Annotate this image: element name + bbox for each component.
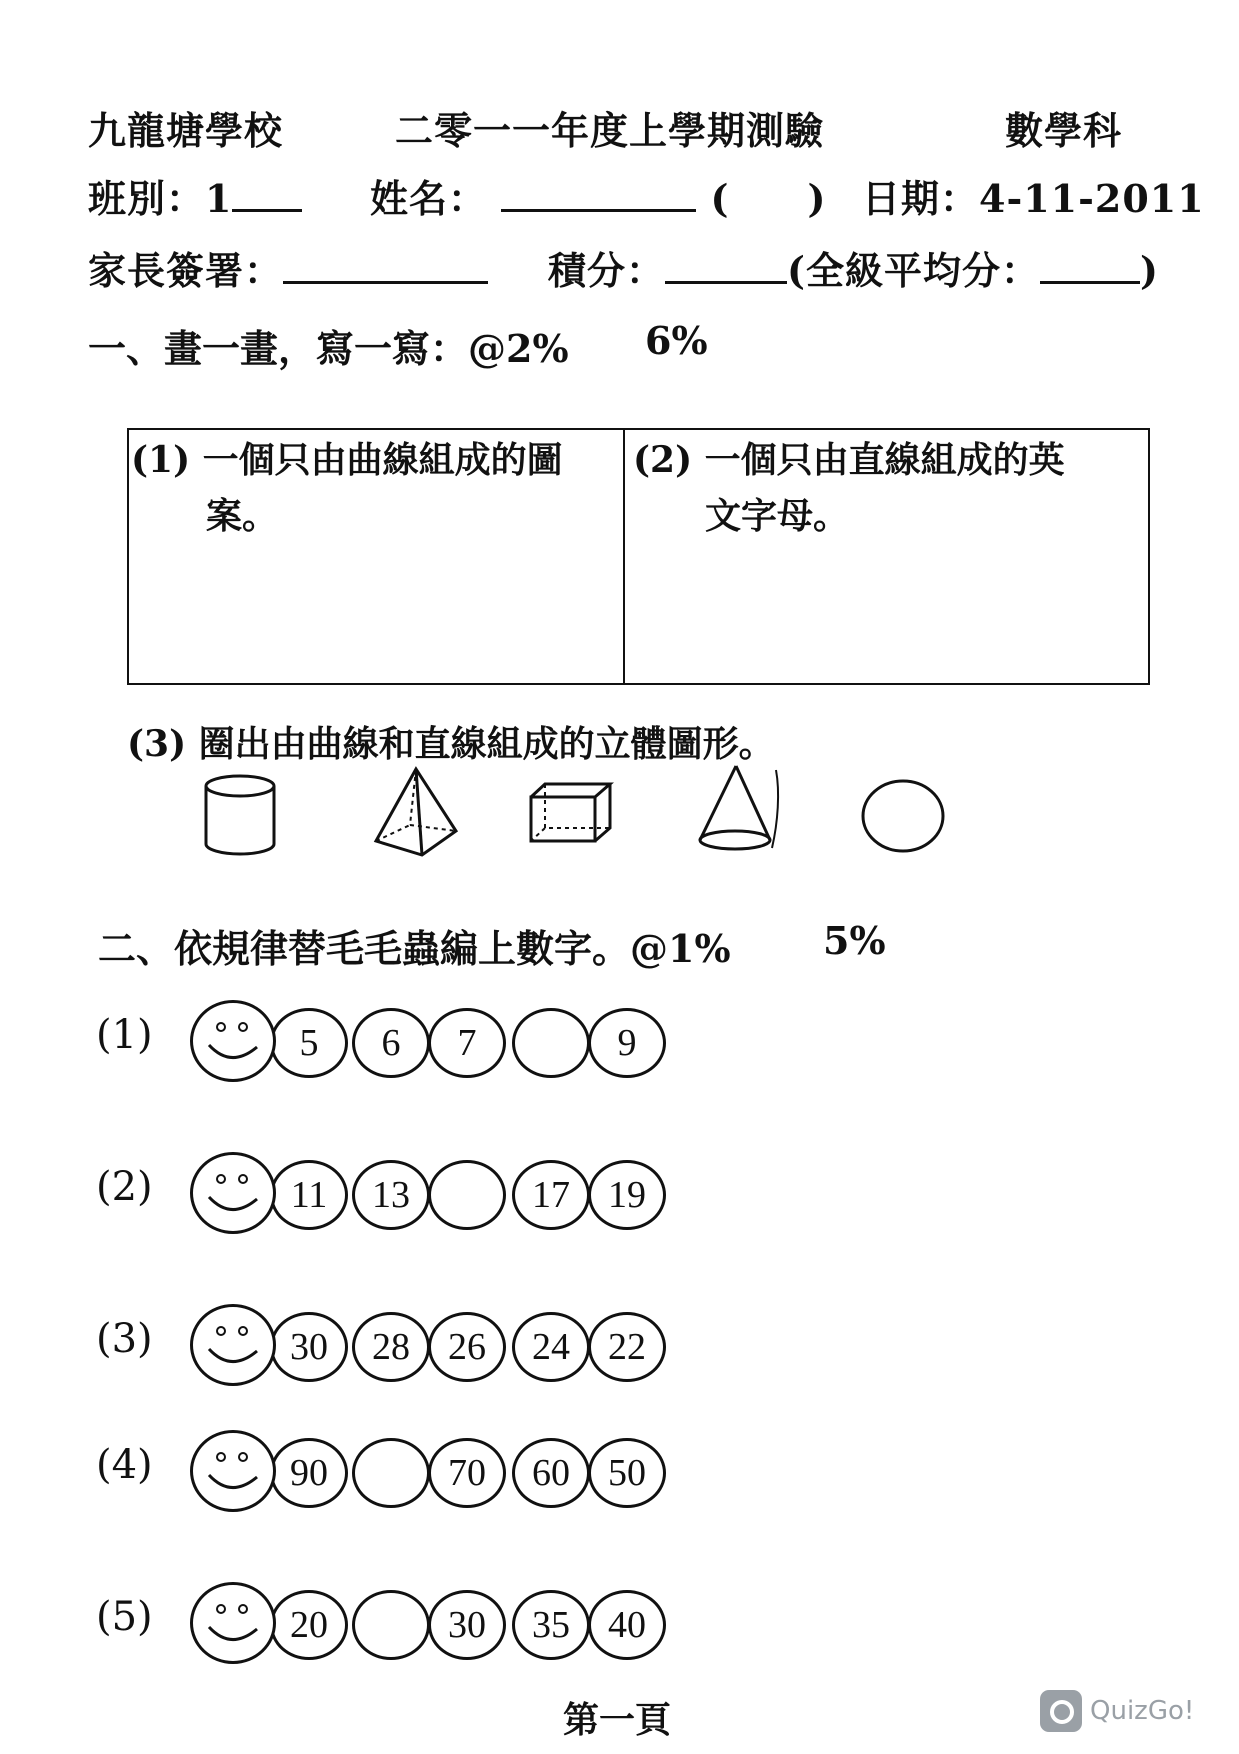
smiley-face-icon [190, 1430, 276, 1512]
caterpillar [190, 1008, 670, 1082]
date-value: 4-11-2011 [979, 176, 1205, 221]
parent-signature-field [88, 240, 488, 295]
parent-signature-blank[interactable] [283, 251, 488, 284]
page-number: 第一頁 [563, 1699, 672, 1741]
pyramid-icon[interactable] [372, 765, 460, 861]
date-label: 日期： [862, 176, 980, 221]
score-label: 積分： [548, 248, 666, 293]
q3-prompt: (3) 圈出由曲線和直線組成的立體圖形。 [127, 723, 775, 765]
score-field [548, 240, 1159, 295]
caterpillar-bead: 50 [588, 1438, 666, 1508]
drawing-box [127, 428, 1150, 685]
sphere-icon[interactable] [858, 776, 948, 856]
caterpillar [190, 1590, 670, 1664]
caterpillar-label: (5) [96, 1594, 153, 1640]
caterpillar-blank-bead[interactable] [352, 1590, 430, 1660]
caterpillar-bead: 17 [512, 1160, 590, 1230]
caterpillar-bead: 70 [428, 1438, 506, 1508]
name-blank[interactable] [501, 179, 696, 212]
school-name: 九龍塘學校 [88, 108, 284, 153]
caterpillar-bead: 11 [270, 1160, 348, 1230]
average-label: (全級平均分： [787, 248, 1040, 293]
section2-marks: 5% [823, 918, 886, 963]
caterpillar-bead: 28 [352, 1312, 430, 1382]
caterpillar-label: (1) [96, 1012, 153, 1058]
section2-title: 二、依規律替毛毛蟲編上數字。@1% [98, 926, 731, 971]
caterpillar-bead: 35 [512, 1590, 590, 1660]
caterpillar-blank-bead[interactable] [428, 1160, 506, 1230]
name-field [370, 168, 826, 223]
caterpillar [190, 1438, 670, 1512]
caterpillar-bead: 7 [428, 1008, 506, 1078]
caterpillar-bead: 19 [588, 1160, 666, 1230]
quizgo-logo-icon [1040, 1690, 1082, 1732]
average-close: ) [1140, 248, 1159, 293]
q2-prompt-cont: 文字母。 [705, 495, 850, 537]
caterpillar-bead: 24 [512, 1312, 590, 1382]
smiley-face-icon [190, 1152, 276, 1234]
date-field [862, 168, 1205, 223]
cylinder-icon[interactable] [200, 772, 280, 858]
class-field [88, 168, 302, 223]
caterpillar-label: (3) [96, 1316, 153, 1362]
q2-drawing-area[interactable] [631, 548, 1143, 680]
cuboid-icon[interactable] [528, 780, 614, 846]
caterpillar-bead: 9 [588, 1008, 666, 1078]
class-value: 1 [205, 176, 233, 221]
caterpillar-bead: 30 [270, 1312, 348, 1382]
section1-marks: 6% [645, 318, 708, 363]
caterpillar-bead: 90 [270, 1438, 348, 1508]
caterpillar-blank-bead[interactable] [512, 1008, 590, 1078]
average-blank[interactable] [1040, 251, 1140, 284]
q1-prompt: (1) 一個只由曲線組成的圖 [131, 439, 563, 481]
caterpillar-bead: 6 [352, 1008, 430, 1078]
caterpillar-bead: 20 [270, 1590, 348, 1660]
section1-title: 一、畫一畫，寫一寫：@2% [88, 326, 569, 371]
caterpillar-bead: 13 [352, 1160, 430, 1230]
quizgo-logo-text: QuizGo! [1090, 1696, 1195, 1726]
q1-prompt-cont: 案。 [206, 495, 279, 537]
score-blank[interactable] [665, 251, 787, 284]
caterpillar-bead: 5 [270, 1008, 348, 1078]
caterpillar-bead: 26 [428, 1312, 506, 1382]
class-number-paren: ( ) [710, 176, 827, 221]
subject-name: 數學科 [1005, 108, 1123, 153]
caterpillar-label: (2) [96, 1164, 153, 1210]
caterpillar-bead: 40 [588, 1590, 666, 1660]
caterpillar [190, 1160, 670, 1234]
smiley-face-icon [190, 1582, 276, 1664]
drawing-box-divider [623, 430, 625, 683]
smiley-face-icon [190, 1304, 276, 1386]
q1-drawing-area[interactable] [133, 548, 617, 680]
class-label: 班別： [88, 176, 206, 221]
cone-icon[interactable] [694, 762, 782, 860]
caterpillar-label: (4) [96, 1442, 153, 1488]
parent-signature-label: 家長簽署： [88, 248, 284, 293]
name-label: 姓名： [370, 176, 488, 221]
smiley-face-icon [190, 1000, 276, 1082]
caterpillar-bead: 30 [428, 1590, 506, 1660]
quizgo-watermark [1040, 1690, 1194, 1732]
caterpillar-blank-bead[interactable] [352, 1438, 430, 1508]
q2-prompt: (2) 一個只由直線組成的英 [633, 439, 1065, 481]
exam-title: 二零一一年度上學期測驗 [395, 108, 825, 153]
caterpillar-bead: 22 [588, 1312, 666, 1382]
class-blank[interactable] [232, 179, 302, 212]
caterpillar [190, 1312, 670, 1386]
caterpillar-bead: 60 [512, 1438, 590, 1508]
